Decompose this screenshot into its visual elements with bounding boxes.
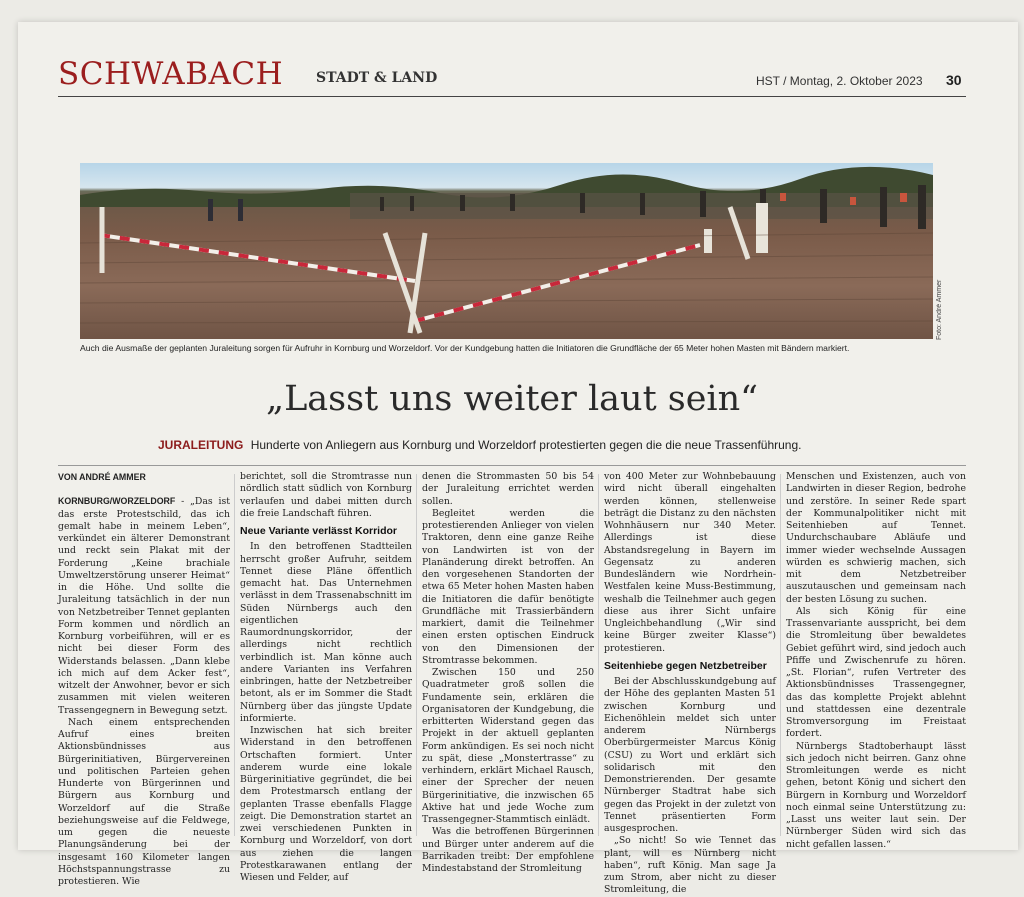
paragraph: berichtet, soll die Stromtrasse nun nördlich statt südlich von Kornburg verlaufen und dabei mitten durch die freie Landschaft führen. (240, 471, 412, 519)
article-photo (80, 163, 933, 339)
paragraph: Zwischen 150 und 250 Quadratmeter groß sollen die Fundamente sein, erklären die Organisatoren der Kundgebung, die erbitterten Widerstand gegen das Projekt in der aktuell geplanten Form ankündigen. Es sei noch nicht zu spät, diese „Monstertrasse“ zu verhindern, erklärt Michael Rausch, einer der Sprecher der neuen Bürgerinitiative, die inzwischen 65 Aktive hat und jede Woche zum Trassengegner-Stammtisch einlädt. (422, 667, 594, 825)
masthead-town: SCHWABACH (58, 56, 284, 92)
photo-caption: Auch die Ausmaße der geplanten Juraleitung sorgen für Aufruhr in Kornburg und Worzeldorf. Vor der Kundgebung hatten die Initiatoren die Grundfläche der 65 Meter hohen Masten mit Bändern markiert. (80, 343, 850, 353)
column-divider (780, 474, 781, 836)
article-column-5 (786, 471, 966, 850)
paragraph: Nürnbergs Stadtoberhaupt lässt sich jedoch nicht beirren. Ganz ohne Stromleitungen werde es nicht gehen, betont König und sichert den Bürgern in Kornburg und Worzeldorf noch einmal seine Unterstützung zu: „Lasst uns weiter laut sein. Der Nürnberger Süden wird sich das nicht gefallen lassen.“ (786, 740, 966, 850)
column-divider (234, 474, 235, 836)
paragraph: In den betroffenen Stadtteilen herrscht großer Aufruhr, seitdem Tennet diese Pläne öffentlich gemacht hat. Das Unternehmen verlässt in dem Trassenabschnitt im Süden Nürnbergs auch den eigentlichen Raumordnungskorridor, der allerdings nicht rechtlich verbindlich ist. Man könne auch andere Varianten ins Verfahren einbringen, hatte der Netzbetreiber betont, als er im Sommer die Stadt Nürnberg über das jüngste Update informierte. (240, 541, 412, 724)
dateline: KORNBURG/WORZELDORF (58, 496, 176, 507)
subheading: Seitenhiebe gegen Netzbetreiber (604, 659, 767, 672)
masthead-rule (58, 96, 966, 97)
column-divider (416, 474, 417, 836)
article-teaser (158, 438, 918, 452)
paragraph: Als sich König für eine Trassenvariante ausspricht, bei dem die Stromleitung über bewaldetes Gebiet geführt wird, sind jedoch auch Pfiffe und Zwischenrufe zu hören. „St. Florian“, rufen Vertreter des Aktionsbündnisses Trassengegner, das das komplette Projekt ablehnt und stattdessen eine dezentrale Stromversorgung im Freistaat fordert. (786, 605, 966, 740)
byline: VON ANDRÉ AMMER (58, 472, 146, 482)
paragraph: KORNBURG/WORZELDORF - „Das ist das erste Protestschild, das ich gemalt habe in meinem Leben“, verkündet ein älterer Demonstrant und reckt sein Plakat mit der Forderung „Keine brachiale Umweltzerstörung unserer Heimat“ in die Höhe. Und sollte die Juraleitung tatsächlich in der nun von Netzbetreiber Tennet geplanten Form kommen und nördlich an Kornburg vorbeiführen, will er es nicht bei dieser Form des Widerstands belassen. „Dann klebe ich mich auf dem Acker fest“, witzelt der Anwohner, bevor er sich zusammen mit vielen weiteren Trassengegnern in Bewegung setzt. (58, 496, 230, 716)
column-divider (598, 474, 599, 836)
article-column-2 (240, 471, 412, 883)
article-column-4 (604, 471, 776, 896)
photo-credit: Foto: André Ammer (936, 279, 943, 340)
paragraph: Menschen und Existenzen, auch von Landwirten in dieser Region, bedrohe und zerstöre. In seiner Rede spart der Kommunalpolitiker nicht mit Seitenhieben auf Tennet. Undurchschaubare Abläufe und immer wieder wechselnde Aussagen würden es schwierig machen, sich mit dem Netzbetreiber auszutauschen und gemeinsam nach der besten Lösung zu suchen. (786, 471, 966, 605)
article-column-3 (422, 471, 594, 874)
paragraph: Bei der Abschlusskundgebung auf der Höhe des geplanten Masten 51 zwischen Kornburg und Eichenöhlein meldet sich unter anderem Nürnbergs Oberbürgermeister Marcus König (CSU) zu Wort und erklärt sich solidarisch mit den Demonstrierenden. Der gesamte Nürnberger Stadtrat habe sich gegen das Projekt in der zuletzt von Tennet präsentierten Form ausgesprochen. (604, 676, 776, 834)
page-number: 30 (946, 72, 962, 88)
masthead-section: STADT & LAND (316, 70, 438, 86)
teaser-text: Hunderte von Anliegern aus Kornburg und Worzeldorf protestierten gegen die die neue Trassenführung. (250, 438, 802, 452)
field-protest-illustration (80, 163, 933, 339)
article-kicker: JURALEITUNG (158, 438, 244, 452)
issue-date: HST / Montag, 2. Oktober 2023 (756, 74, 923, 88)
article-column-1 (58, 471, 230, 887)
masthead (38, 54, 968, 98)
paragraph: Inzwischen hat sich breiter Widerstand in den betroffenen Ortschaften formiert. Unter anderem wurde eine lokale Bürgerinitiative gegründet, die bei dem Protestmarsch entlang der geplanten Trasse ebenfalls Flagge zeigt. Die Demonstration startet an zwei verschiedenen Punkten in Kornburg und Worzeldorf, von dort aus ziehen die langen Protestkarawanen entlang der Wiesen und Felder, auf (240, 725, 412, 883)
paragraph: Was die betroffenen Bürgerinnen und Bürger unter anderem auf die Barrikaden treibt: Der empfohlene Mindestabstand der Stromleitung (422, 826, 594, 874)
paragraph: Nach einem entsprechenden Aufruf eines breiten Aktionsbündnisses aus Bürgerinitiativen, Bürgervereinen und politischen Parteien gehen Hunderte von Bürgerinnen und Bürgern aus Kornburg und Worzeldorf auf die Straße beziehungsweise auf die Feldwege, um gegen die neueste Planungsänderung bei der insgesamt 160 Kilometer langen Höchstspannungstrasse zu protestieren. Wie (58, 716, 230, 887)
paragraph: Begleitet werden die protestierenden Anlieger von vielen Traktoren, denn eine ganze Reihe von Landwirten ist von der Planänderung direkt betroffen. An den vorgesehenen Standorten der etwa 65 Meter hohen Masten haben die Initiatoren die dafür benötigte Grundfläche mit Trassierbändern markiert, damit die Teilnehmer einen ersten optischen Eindruck von den Dimensionen der Stromtrasse bekommen. (422, 507, 594, 666)
paragraph: „So nicht! So wie Tennet das plant, will es Nürnberg nicht haben“, ruft König. Man sage Ja zum Strom, aber nicht zu dieser Stromleitung, die (604, 835, 776, 896)
headline-rule (58, 465, 966, 466)
paragraph: von 400 Meter zur Wohnbebauung wird nicht überall eingehalten werden können, stellenweise beträgt die Distanz zu den nächsten Wohnhäusern nur 340 Meter. Allerdings ist diese Abstandsregelung in Bayern im Gegensatz zu anderen Bundesländern wie Nordrhein-Westfalen keine Muss-Bestimmung, weshalb die Teilnehmer auch gegen diese aus ihrer Sicht unfaire Ungleichbehandlung („Wir sind keine Bürger zweiter Klasse“) protestieren. (604, 471, 776, 654)
paragraph: denen die Strommasten 50 bis 54 der Juraleitung errichtet werden sollen. (422, 471, 594, 507)
subheading: Neue Variante verlässt Korridor (240, 525, 397, 537)
article-headline: „Lasst uns weiter laut sein“ (265, 379, 759, 419)
